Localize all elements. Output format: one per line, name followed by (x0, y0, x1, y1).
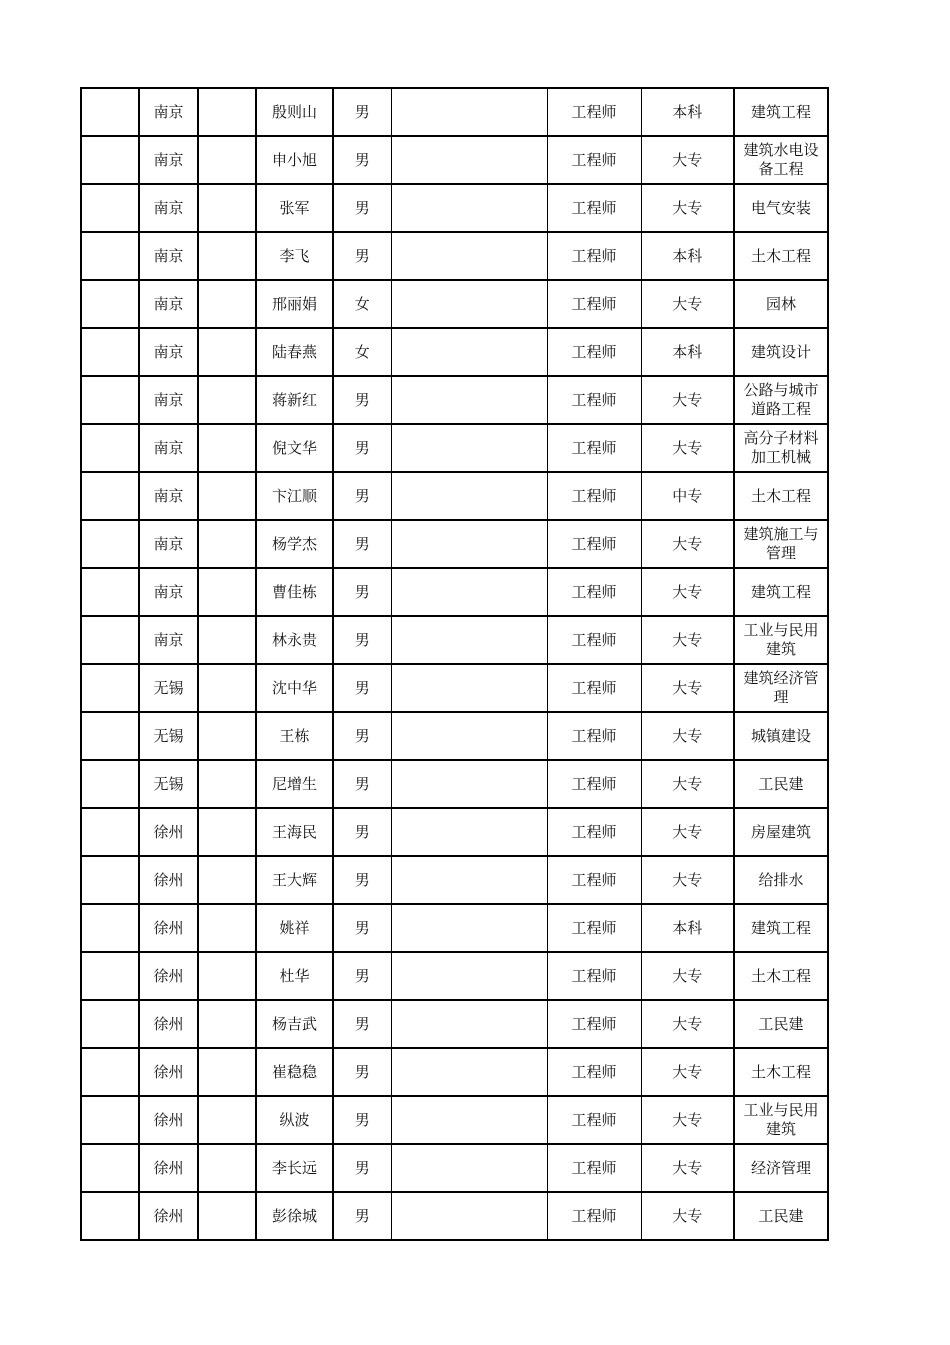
major-cell: 工业与民用建筑 (734, 616, 828, 664)
table-row (81, 1048, 828, 1096)
table-row (81, 1144, 828, 1192)
table-row (81, 376, 828, 424)
empty-cell (198, 760, 256, 808)
title-cell: 工程师 (547, 616, 641, 664)
major-cell: 工民建 (734, 1192, 828, 1240)
empty-cell (391, 952, 547, 1000)
title-cell: 工程师 (547, 1000, 641, 1048)
gender-cell: 男 (333, 376, 391, 424)
empty-cell (81, 856, 139, 904)
table-row (81, 904, 828, 952)
major-cell: 城镇建设 (734, 712, 828, 760)
title-cell: 工程师 (547, 88, 641, 136)
title-cell: 工程师 (547, 1192, 641, 1240)
city-cell: 徐州 (139, 1000, 198, 1048)
city-cell: 南京 (139, 280, 198, 328)
city-cell: 无锡 (139, 664, 198, 712)
title-cell: 工程师 (547, 520, 641, 568)
title-cell: 工程师 (547, 1096, 641, 1144)
city-cell: 徐州 (139, 808, 198, 856)
table-row (81, 520, 828, 568)
name-cell: 张军 (256, 184, 333, 232)
gender-cell: 男 (333, 1192, 391, 1240)
empty-cell (391, 760, 547, 808)
gender-cell: 男 (333, 664, 391, 712)
empty-cell (391, 1000, 547, 1048)
gender-cell: 男 (333, 520, 391, 568)
city-cell: 南京 (139, 568, 198, 616)
education-cell: 大专 (641, 760, 734, 808)
major-cell: 电气安装 (734, 184, 828, 232)
table-row (81, 808, 828, 856)
table-row (81, 88, 828, 136)
empty-cell (198, 712, 256, 760)
table-row (81, 424, 828, 472)
gender-cell: 男 (333, 808, 391, 856)
name-cell: 申小旭 (256, 136, 333, 184)
education-cell: 大专 (641, 1096, 734, 1144)
title-cell: 工程师 (547, 904, 641, 952)
title-cell: 工程师 (547, 472, 641, 520)
major-cell: 建筑水电设备工程 (734, 136, 828, 184)
empty-cell (198, 568, 256, 616)
education-cell: 大专 (641, 1048, 734, 1096)
name-cell: 杨吉武 (256, 1000, 333, 1048)
empty-cell (81, 232, 139, 280)
education-cell: 大专 (641, 856, 734, 904)
city-cell: 南京 (139, 328, 198, 376)
city-cell: 南京 (139, 136, 198, 184)
empty-cell (198, 184, 256, 232)
name-cell: 卞江顺 (256, 472, 333, 520)
empty-cell (198, 1144, 256, 1192)
city-cell: 南京 (139, 376, 198, 424)
major-cell: 工民建 (734, 760, 828, 808)
education-cell: 大专 (641, 568, 734, 616)
empty-cell (81, 520, 139, 568)
city-cell: 南京 (139, 424, 198, 472)
empty-cell (198, 376, 256, 424)
education-cell: 本科 (641, 88, 734, 136)
title-cell: 工程师 (547, 424, 641, 472)
empty-cell (198, 88, 256, 136)
gender-cell: 男 (333, 1096, 391, 1144)
empty-cell (391, 88, 547, 136)
empty-cell (81, 472, 139, 520)
empty-cell (391, 184, 547, 232)
name-cell: 尼增生 (256, 760, 333, 808)
name-cell: 王海民 (256, 808, 333, 856)
empty-cell (391, 808, 547, 856)
name-cell: 蒋新红 (256, 376, 333, 424)
gender-cell: 男 (333, 424, 391, 472)
gender-cell: 男 (333, 904, 391, 952)
name-cell: 王栋 (256, 712, 333, 760)
education-cell: 大专 (641, 712, 734, 760)
empty-cell (198, 952, 256, 1000)
major-cell: 土木工程 (734, 232, 828, 280)
empty-cell (391, 424, 547, 472)
major-cell: 园林 (734, 280, 828, 328)
name-cell: 彭徐城 (256, 1192, 333, 1240)
gender-cell: 男 (333, 760, 391, 808)
empty-cell (391, 904, 547, 952)
name-cell: 姚祥 (256, 904, 333, 952)
name-cell: 杨学杰 (256, 520, 333, 568)
empty-cell (81, 952, 139, 1000)
empty-cell (198, 232, 256, 280)
major-cell: 建筑工程 (734, 568, 828, 616)
city-cell: 徐州 (139, 904, 198, 952)
major-cell: 建筑设计 (734, 328, 828, 376)
education-cell: 大专 (641, 520, 734, 568)
education-cell: 大专 (641, 1000, 734, 1048)
table-row (81, 472, 828, 520)
education-cell: 本科 (641, 904, 734, 952)
major-cell: 工业与民用建筑 (734, 1096, 828, 1144)
title-cell: 工程师 (547, 136, 641, 184)
name-cell: 李飞 (256, 232, 333, 280)
name-cell: 杜华 (256, 952, 333, 1000)
empty-cell (198, 664, 256, 712)
city-cell: 徐州 (139, 1048, 198, 1096)
title-cell: 工程师 (547, 1144, 641, 1192)
name-cell: 倪文华 (256, 424, 333, 472)
empty-cell (198, 520, 256, 568)
empty-cell (198, 472, 256, 520)
major-cell: 公路与城市道路工程 (734, 376, 828, 424)
major-cell: 高分子材料加工机械 (734, 424, 828, 472)
empty-cell (81, 1096, 139, 1144)
gender-cell: 男 (333, 184, 391, 232)
table-row (81, 616, 828, 664)
major-cell: 房屋建筑 (734, 808, 828, 856)
empty-cell (81, 1192, 139, 1240)
empty-cell (81, 424, 139, 472)
gender-cell: 男 (333, 952, 391, 1000)
major-cell: 土木工程 (734, 472, 828, 520)
title-cell: 工程师 (547, 328, 641, 376)
empty-cell (198, 808, 256, 856)
empty-cell (391, 616, 547, 664)
table-row (81, 1096, 828, 1144)
empty-cell (391, 664, 547, 712)
title-cell: 工程师 (547, 232, 641, 280)
empty-cell (81, 664, 139, 712)
city-cell: 徐州 (139, 1144, 198, 1192)
education-cell: 大专 (641, 424, 734, 472)
education-cell: 大专 (641, 1144, 734, 1192)
empty-cell (198, 328, 256, 376)
table-row (81, 328, 828, 376)
gender-cell: 女 (333, 280, 391, 328)
major-cell: 建筑经济管理 (734, 664, 828, 712)
education-cell: 大专 (641, 808, 734, 856)
table-row (81, 1192, 828, 1240)
city-cell: 徐州 (139, 1096, 198, 1144)
empty-cell (391, 520, 547, 568)
city-cell: 徐州 (139, 1192, 198, 1240)
education-cell: 大专 (641, 184, 734, 232)
gender-cell: 男 (333, 568, 391, 616)
empty-cell (81, 904, 139, 952)
table-row (81, 232, 828, 280)
name-cell: 纵波 (256, 1096, 333, 1144)
gender-cell: 男 (333, 136, 391, 184)
table-row (81, 136, 828, 184)
empty-cell (81, 376, 139, 424)
empty-cell (198, 904, 256, 952)
empty-cell (391, 568, 547, 616)
empty-cell (391, 328, 547, 376)
empty-cell (81, 808, 139, 856)
empty-cell (198, 1192, 256, 1240)
gender-cell: 男 (333, 232, 391, 280)
gender-cell: 男 (333, 712, 391, 760)
table-row (81, 184, 828, 232)
empty-cell (81, 712, 139, 760)
name-cell: 殷则山 (256, 88, 333, 136)
gender-cell: 女 (333, 328, 391, 376)
city-cell: 无锡 (139, 760, 198, 808)
empty-cell (81, 280, 139, 328)
title-cell: 工程师 (547, 952, 641, 1000)
empty-cell (391, 232, 547, 280)
empty-cell (198, 280, 256, 328)
education-cell: 大专 (641, 1192, 734, 1240)
empty-cell (81, 136, 139, 184)
table-row (81, 280, 828, 328)
education-cell: 大专 (641, 952, 734, 1000)
gender-cell: 男 (333, 472, 391, 520)
empty-cell (81, 1048, 139, 1096)
empty-cell (81, 616, 139, 664)
title-cell: 工程师 (547, 664, 641, 712)
empty-cell (81, 568, 139, 616)
name-cell: 曹佳栋 (256, 568, 333, 616)
empty-cell (391, 856, 547, 904)
gender-cell: 男 (333, 1000, 391, 1048)
education-cell: 大专 (641, 616, 734, 664)
city-cell: 南京 (139, 184, 198, 232)
city-cell: 无锡 (139, 712, 198, 760)
name-cell: 崔稳稳 (256, 1048, 333, 1096)
empty-cell (81, 1144, 139, 1192)
education-cell: 中专 (641, 472, 734, 520)
title-cell: 工程师 (547, 376, 641, 424)
education-cell: 大专 (641, 376, 734, 424)
empty-cell (198, 424, 256, 472)
name-cell: 邢丽娟 (256, 280, 333, 328)
name-cell: 李长远 (256, 1144, 333, 1192)
gender-cell: 男 (333, 1048, 391, 1096)
major-cell: 工民建 (734, 1000, 828, 1048)
major-cell: 建筑施工与管理 (734, 520, 828, 568)
name-cell: 沈中华 (256, 664, 333, 712)
city-cell: 南京 (139, 88, 198, 136)
city-cell: 徐州 (139, 952, 198, 1000)
city-cell: 南京 (139, 616, 198, 664)
gender-cell: 男 (333, 88, 391, 136)
city-cell: 南京 (139, 472, 198, 520)
gender-cell: 男 (333, 616, 391, 664)
name-cell: 林永贵 (256, 616, 333, 664)
title-cell: 工程师 (547, 280, 641, 328)
table-row (81, 760, 828, 808)
city-cell: 徐州 (139, 856, 198, 904)
empty-cell (198, 1048, 256, 1096)
title-cell: 工程师 (547, 760, 641, 808)
empty-cell (81, 328, 139, 376)
empty-cell (81, 184, 139, 232)
empty-cell (391, 1048, 547, 1096)
empty-cell (391, 1192, 547, 1240)
empty-cell (391, 376, 547, 424)
table-row (81, 1000, 828, 1048)
title-cell: 工程师 (547, 1048, 641, 1096)
major-cell: 给排水 (734, 856, 828, 904)
title-cell: 工程师 (547, 856, 641, 904)
title-cell: 工程师 (547, 712, 641, 760)
empty-cell (198, 856, 256, 904)
education-cell: 大专 (641, 664, 734, 712)
empty-cell (391, 472, 547, 520)
education-cell: 大专 (641, 136, 734, 184)
table-row (81, 664, 828, 712)
empty-cell (391, 136, 547, 184)
personnel-table (80, 87, 829, 1241)
city-cell: 南京 (139, 232, 198, 280)
major-cell: 土木工程 (734, 952, 828, 1000)
education-cell: 本科 (641, 328, 734, 376)
title-cell: 工程师 (547, 568, 641, 616)
city-cell: 南京 (139, 520, 198, 568)
title-cell: 工程师 (547, 808, 641, 856)
major-cell: 建筑工程 (734, 904, 828, 952)
empty-cell (391, 1096, 547, 1144)
table-row (81, 712, 828, 760)
empty-cell (198, 1096, 256, 1144)
name-cell: 陆春燕 (256, 328, 333, 376)
empty-cell (81, 1000, 139, 1048)
table-row (81, 856, 828, 904)
empty-cell (391, 280, 547, 328)
table-row (81, 952, 828, 1000)
empty-cell (391, 1144, 547, 1192)
empty-cell (198, 616, 256, 664)
empty-cell (391, 712, 547, 760)
empty-cell (198, 1000, 256, 1048)
title-cell: 工程师 (547, 184, 641, 232)
empty-cell (81, 88, 139, 136)
table-body (81, 88, 828, 1240)
name-cell: 王大辉 (256, 856, 333, 904)
table-row (81, 568, 828, 616)
major-cell: 土木工程 (734, 1048, 828, 1096)
gender-cell: 男 (333, 1144, 391, 1192)
education-cell: 本科 (641, 232, 734, 280)
education-cell: 大专 (641, 280, 734, 328)
major-cell: 经济管理 (734, 1144, 828, 1192)
empty-cell (81, 760, 139, 808)
major-cell: 建筑工程 (734, 88, 828, 136)
empty-cell (198, 136, 256, 184)
gender-cell: 男 (333, 856, 391, 904)
